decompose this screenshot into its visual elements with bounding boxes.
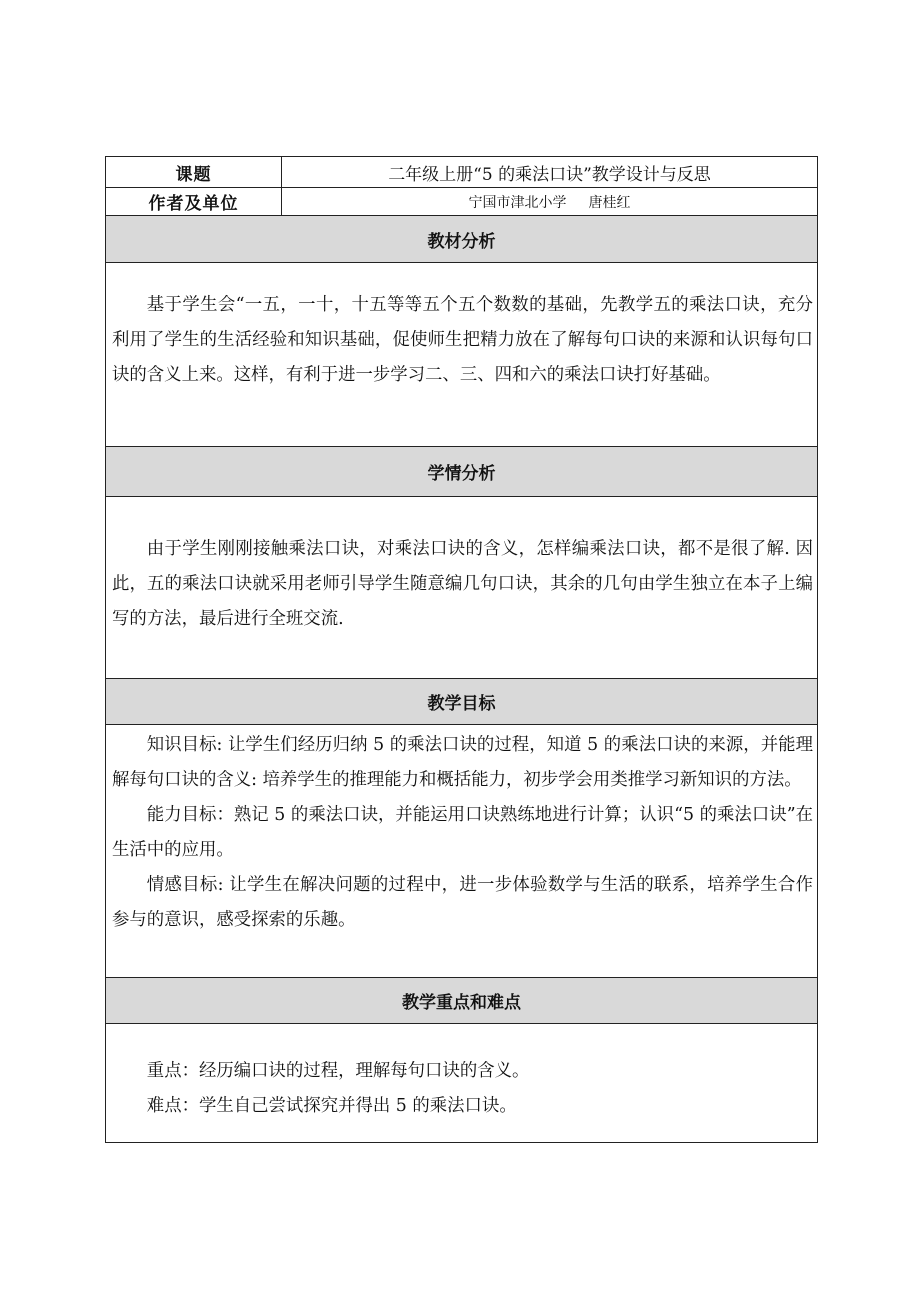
section-body-key-points	[106, 1024, 818, 1143]
author-name: 唐桂红	[588, 194, 631, 211]
paragraph: 基于学生会“一五，一十，十五等等五个五个数数的基础，先教学五的乘法口诀，充分利用了学生的生活经验和知识基础，促使师生把精力放在了解每句口诀的来源和认识每句口诀的含义上来。这样，有利于进一步学习二、三、四和六的乘法口诀打好基础。	[112, 295, 813, 385]
section-body-row	[106, 1024, 818, 1143]
paragraph-emotion-goal: 情感目标: 让学生在解决问题的过程中，进一步体验数学与生活的联系，培养学生合作参与的意识，感受探索的乐趣。	[112, 875, 813, 930]
author-row	[106, 188, 818, 216]
lesson-plan-table	[105, 156, 818, 1143]
section-body-teaching-goals	[106, 725, 818, 978]
author-label: 作者及单位	[106, 188, 282, 216]
section-body-row	[106, 497, 818, 679]
section-body-material-analysis	[106, 263, 818, 447]
section-heading-row	[106, 447, 818, 497]
section-heading-student-analysis: 学情分析	[106, 447, 818, 497]
title-label: 课题	[106, 157, 282, 188]
paragraph-ability-goal: 能力目标：熟记 5 的乘法口诀，并能运用口诀熟练地进行计算；认识“5 的乘法口诀”在生活中的应用。	[112, 805, 813, 860]
section-heading-row	[106, 978, 818, 1024]
paragraph-key-point: 重点：经历编口诀的过程，理解每句口诀的含义。	[146, 1061, 530, 1081]
section-heading-key-points: 教学重点和难点	[106, 978, 818, 1024]
paragraph: 由于学生刚刚接触乘法口诀，对乘法口诀的含义，怎样编乘法口诀，都不是很了解. 因此，五的乘法口诀就采用老师引导学生随意编几句口诀，其余的几句由学生独立在本子上编写的方法，最后进行全班交流.	[112, 539, 813, 629]
section-body-row	[106, 725, 818, 978]
paragraph-knowledge-goal: 知识目标: 让学生们经历归纳 5 的乘法口诀的过程，知道 5 的乘法口诀的来源，并能理解每句口诀的含义: 培养学生的推理能力和概括能力，初步学会用类推学习新知识的方法。	[112, 735, 813, 790]
author-value	[282, 188, 818, 216]
section-heading-teaching-goals: 教学目标	[106, 679, 818, 725]
author-school: 宁国市津北小学	[468, 194, 567, 211]
title-row	[106, 157, 818, 188]
section-heading-row	[106, 679, 818, 725]
section-body-student-analysis	[106, 497, 818, 679]
section-heading-row	[106, 216, 818, 263]
paragraph-difficulty: 难点：学生自己尝试探究并得出 5 的乘法口诀。	[146, 1096, 517, 1116]
section-heading-material-analysis: 教材分析	[106, 216, 818, 263]
title-value: 二年级上册“5 的乘法口诀”教学设计与反思	[282, 157, 818, 188]
section-body-row	[106, 263, 818, 447]
